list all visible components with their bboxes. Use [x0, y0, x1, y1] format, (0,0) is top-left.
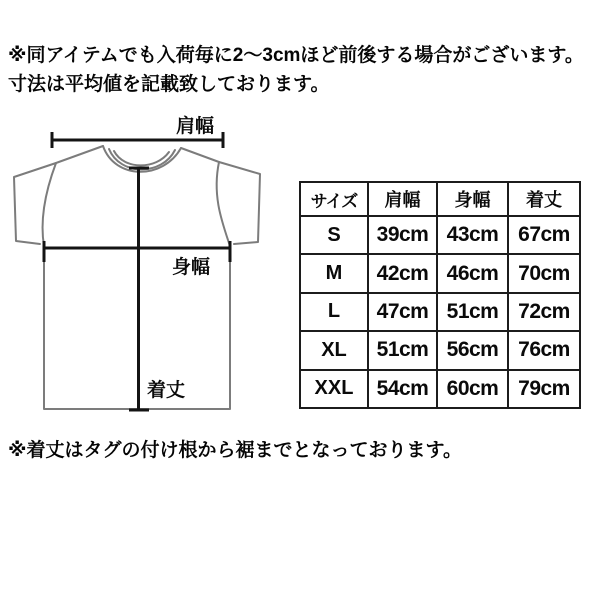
top-note-line2: 寸法は平均値を記載致しております。	[8, 74, 330, 95]
size-table-header-row	[300, 182, 580, 216]
cell-shoulder: 51cm	[368, 331, 437, 369]
cell-size: S	[300, 216, 368, 254]
header-size: サイズ	[300, 182, 368, 216]
table-row-xl	[300, 331, 580, 369]
header-shoulder: 肩幅	[368, 182, 437, 216]
table-row-s	[300, 216, 580, 254]
cell-body-width: 51cm	[437, 293, 508, 331]
bottom-note: ※着丈はタグの付け根から裾までとなっております。	[8, 440, 462, 461]
cell-body-width: 46cm	[437, 254, 508, 292]
cell-shoulder: 42cm	[368, 254, 437, 292]
cell-size: M	[300, 254, 368, 292]
cell-length: 76cm	[508, 331, 580, 369]
cell-body-width: 60cm	[437, 370, 508, 408]
table-row-xxl	[300, 370, 580, 408]
header-length: 着丈	[508, 182, 580, 216]
cell-length: 72cm	[508, 293, 580, 331]
table-row-m	[300, 254, 580, 292]
cell-length: 67cm	[508, 216, 580, 254]
header-body-width: 身幅	[437, 182, 508, 216]
cell-size: L	[300, 293, 368, 331]
size-table	[299, 181, 581, 409]
cell-body-width: 56cm	[437, 331, 508, 369]
cell-length: 70cm	[508, 254, 580, 292]
shoulder-width-label: 肩幅	[176, 116, 215, 137]
cell-shoulder: 47cm	[368, 293, 437, 331]
cell-size: XL	[300, 331, 368, 369]
cell-shoulder: 39cm	[368, 216, 437, 254]
cell-size: XXL	[300, 370, 368, 408]
length-measure-line	[129, 168, 149, 410]
table-row-l	[300, 293, 580, 331]
cell-length: 79cm	[508, 370, 580, 408]
body-width-label: 身幅	[172, 257, 211, 278]
length-label: 着丈	[147, 380, 186, 401]
top-note-line1: ※同アイテムでも入荷毎に2〜3cmほど前後する場合がございます。	[8, 45, 584, 66]
cell-body-width: 43cm	[437, 216, 508, 254]
cell-shoulder: 54cm	[368, 370, 437, 408]
